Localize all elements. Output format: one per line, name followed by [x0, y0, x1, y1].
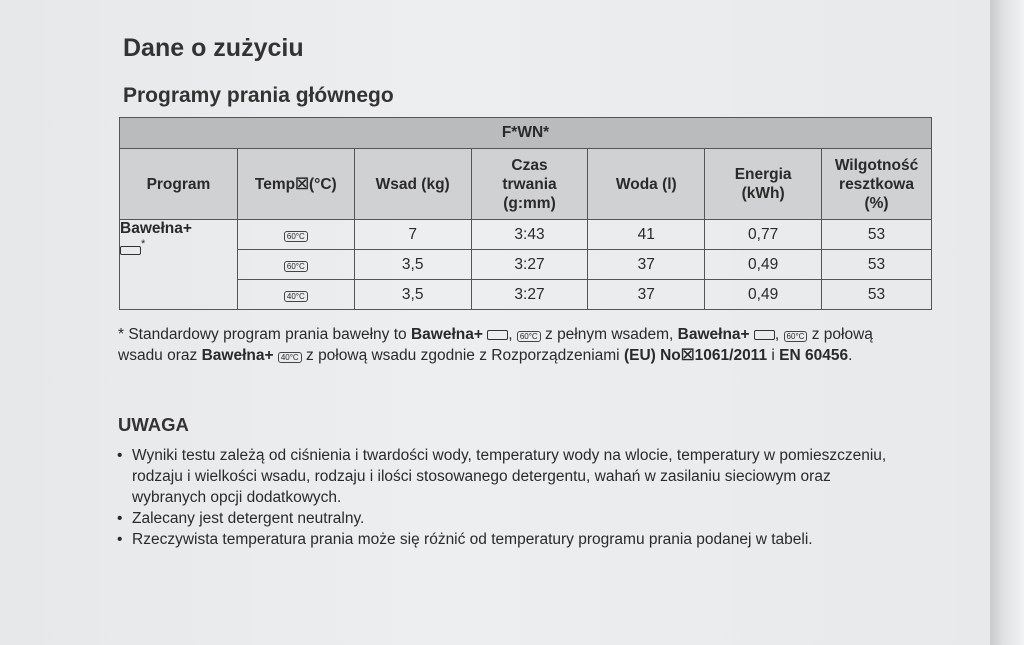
- water-cell: 37: [588, 280, 705, 310]
- footnote-text: * Standardowy program prania bawełny to: [118, 326, 411, 343]
- moisture-cell: 53: [822, 280, 932, 310]
- load-cell: 7: [354, 220, 471, 250]
- footnote-text: ,: [774, 326, 784, 343]
- temperature-cell: [237, 280, 354, 310]
- temperature-icon: 60°C: [284, 261, 308, 272]
- load-cell: 3,5: [354, 280, 471, 310]
- program-cell: [120, 220, 238, 310]
- footnote-bold: EN 60456: [779, 347, 849, 364]
- column-header-line: trwania: [502, 175, 557, 193]
- column-header-line: (g:mm): [503, 194, 556, 212]
- column-header-line: resztkowa: [839, 175, 914, 193]
- footnote-text: .: [848, 347, 853, 364]
- footnote-bold: Bawełna+: [410, 326, 483, 343]
- temperature-icon: 60°C: [284, 231, 308, 242]
- time-cell: 3:27: [471, 250, 588, 280]
- column-header: [120, 149, 238, 220]
- energy-cell: 0,49: [705, 250, 822, 280]
- column-header: [237, 149, 354, 220]
- page-title: Dane o zużyciu: [123, 34, 304, 62]
- footnote-text: ,: [508, 326, 517, 343]
- water-cell: 37: [588, 250, 705, 280]
- footnote-text: z połową wsadu oraz: [118, 326, 873, 364]
- table-band-header: F*WN*: [120, 118, 932, 149]
- column-header-line: (kWh): [741, 185, 785, 202]
- energy-cell: 0,77: [705, 220, 822, 250]
- footnote-bold: Bawełna+: [201, 347, 274, 364]
- consumption-table: [119, 117, 932, 310]
- footnote-bold: Bawełna+: [677, 326, 750, 343]
- column-header-line: Temp☒(°C): [254, 175, 337, 193]
- footnote-bold: (EU) No☒1061/2011: [623, 347, 768, 364]
- footnote-text: z połową wsadu zgodnie z Rozporządzeniami: [301, 347, 624, 364]
- temperature-60-icon: 60°C: [517, 331, 541, 342]
- moisture-cell: 53: [822, 250, 932, 280]
- column-header-line: (%): [864, 194, 889, 212]
- column-header: [588, 149, 705, 220]
- time-cell: 3:43: [471, 220, 588, 250]
- column-header-line: Wsad (kg): [375, 175, 450, 193]
- column-header: [471, 149, 588, 220]
- warning-list: [117, 445, 907, 550]
- column-header-line: Energia: [734, 166, 792, 183]
- list-item: • Rzeczywista temperatura prania może się różnić od temperatury programu prania podanej w tabeli.: [117, 529, 907, 550]
- temperature-40-icon: 40°C: [278, 352, 302, 363]
- energy-cell: 0,49: [705, 280, 822, 310]
- column-header-line: Czas: [511, 156, 548, 174]
- column-header: [354, 149, 471, 220]
- temperature-60-icon: 60°C: [784, 331, 808, 342]
- column-header-line: Woda (l): [615, 175, 677, 193]
- water-cell: 41: [588, 220, 705, 250]
- table-row: [120, 220, 932, 250]
- column-header-line: Wilgotność: [834, 156, 919, 174]
- temperature-cell: [237, 250, 354, 280]
- list-item: • Wyniki testu zależą od ciśnienia i twardości wody, temperatury wody na wlocie, temperatury w pomieszczeniu, rodzaju i wielkości wsadu, rodzaju i ilości stosowanego detergentu, wahań w zasilaniu sieciowym oraz wybranych opcji dodatkowych.: [117, 445, 907, 508]
- table-row: [120, 250, 932, 280]
- column-header: [705, 149, 822, 220]
- column-header-line: Program: [146, 175, 211, 193]
- table-row: [120, 280, 932, 310]
- footnote: [118, 324, 908, 366]
- list-item: • Zalecany jest detergent neutralny.: [117, 508, 907, 529]
- page-gutter: [990, 0, 1024, 645]
- column-header: [822, 149, 932, 220]
- cotton-program-icon: [754, 330, 775, 340]
- program-name: Bawełna+: [120, 220, 192, 237]
- program-footnote-mark: *: [141, 238, 146, 250]
- cotton-program-icon: [120, 246, 141, 255]
- moisture-cell: 53: [822, 220, 932, 250]
- temperature-icon: 40°C: [284, 291, 308, 302]
- load-cell: 3,5: [354, 250, 471, 280]
- temperature-cell: [237, 220, 354, 250]
- cotton-program-icon: [487, 330, 508, 340]
- time-cell: 3:27: [471, 280, 588, 310]
- warning-title: UWAGA: [118, 414, 189, 435]
- footnote-text: z pełnym wsadem,: [540, 326, 678, 343]
- footnote-text: i: [767, 347, 780, 364]
- section-title: Programy prania głównego: [123, 84, 394, 107]
- table-header-row: [120, 149, 932, 220]
